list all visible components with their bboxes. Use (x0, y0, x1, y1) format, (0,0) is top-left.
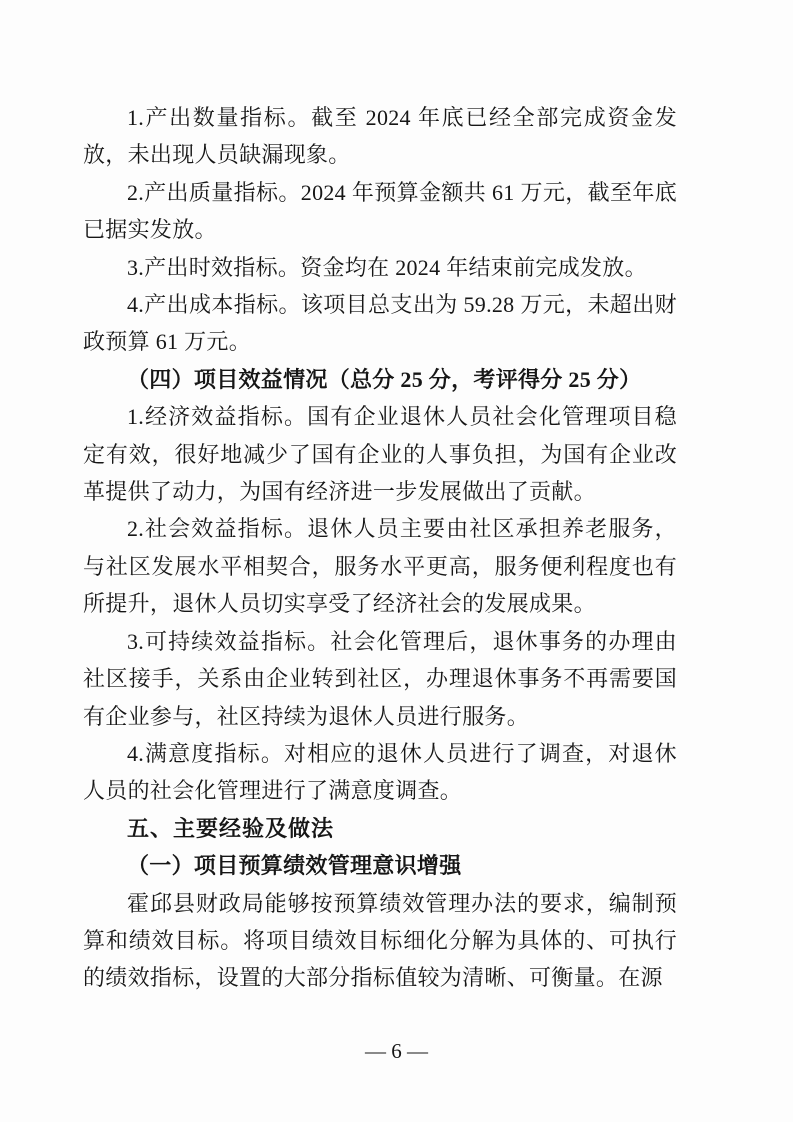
paragraph-sustainable-benefit-indicator: 3.可持续效益指标。社会化管理后，退休事务的办理由社区接手，关系由企业转到社区，办理退休事务不再需要国有企业参与，社区持续为退休人员进行服务。 (83, 628, 677, 729)
paragraph-output-quantity-indicator: 1.产出数量指标。截至 2024 年底已经全部完成资金发放，未出现人员缺漏现象。 (83, 105, 677, 168)
paragraph-output-cost-indicator: 4.产出成本指标。该项目总支出为 59.28 万元，未超出财政预算 61 万元。 (83, 292, 677, 355)
heading-project-benefit-section: （四）项目效益情况（总分 25 分，考评得分 25 分） (127, 366, 642, 392)
document-body (83, 99, 677, 997)
paragraph-social-benefit-indicator: 2.社会效益指标。退休人员主要由社区承担养老服务，与社区发展水平相契合，服务水平更高，服务便利程度也有所提升，退休人员切实享受了经济社会的发展成果。 (83, 516, 677, 617)
heading-main-experience-section: 五、主要经验及做法 (127, 815, 335, 841)
paragraph-satisfaction-indicator: 4.满意度指标。对相应的退休人员进行了调查，对退休人员的社会化管理进行了满意度调查。 (83, 740, 677, 804)
paragraph-output-timeliness-indicator: 3.产出时效指标。资金均在 2024 年结束前完成发放。 (127, 254, 647, 280)
paragraph-budget-target-compilation: 霍邱县财政局能够按预算绩效管理办法的要求，编制预算和绩效目标。将项目绩效目标细化分解为具体的、可执行的绩效指标，设置的大部分指标值较为清晰、可衡量。在源 (83, 890, 677, 991)
page-number: — 6 — (365, 1039, 428, 1063)
paragraph-output-quality-indicator: 2.产出质量指标。2024 年预算金额共 61 万元，截至年底已据实发放。 (83, 179, 677, 243)
heading-budget-performance-awareness: （一）项目预算绩效管理意识增强 (127, 853, 462, 879)
paragraph-economic-benefit-indicator: 1.经济效益指标。国有企业退休人员社会化管理项目稳定有效，很好地减少了国有企业的人事负担，为国有企业改革提供了动力，为国有经济进一步发展做出了贡献。 (83, 404, 677, 505)
